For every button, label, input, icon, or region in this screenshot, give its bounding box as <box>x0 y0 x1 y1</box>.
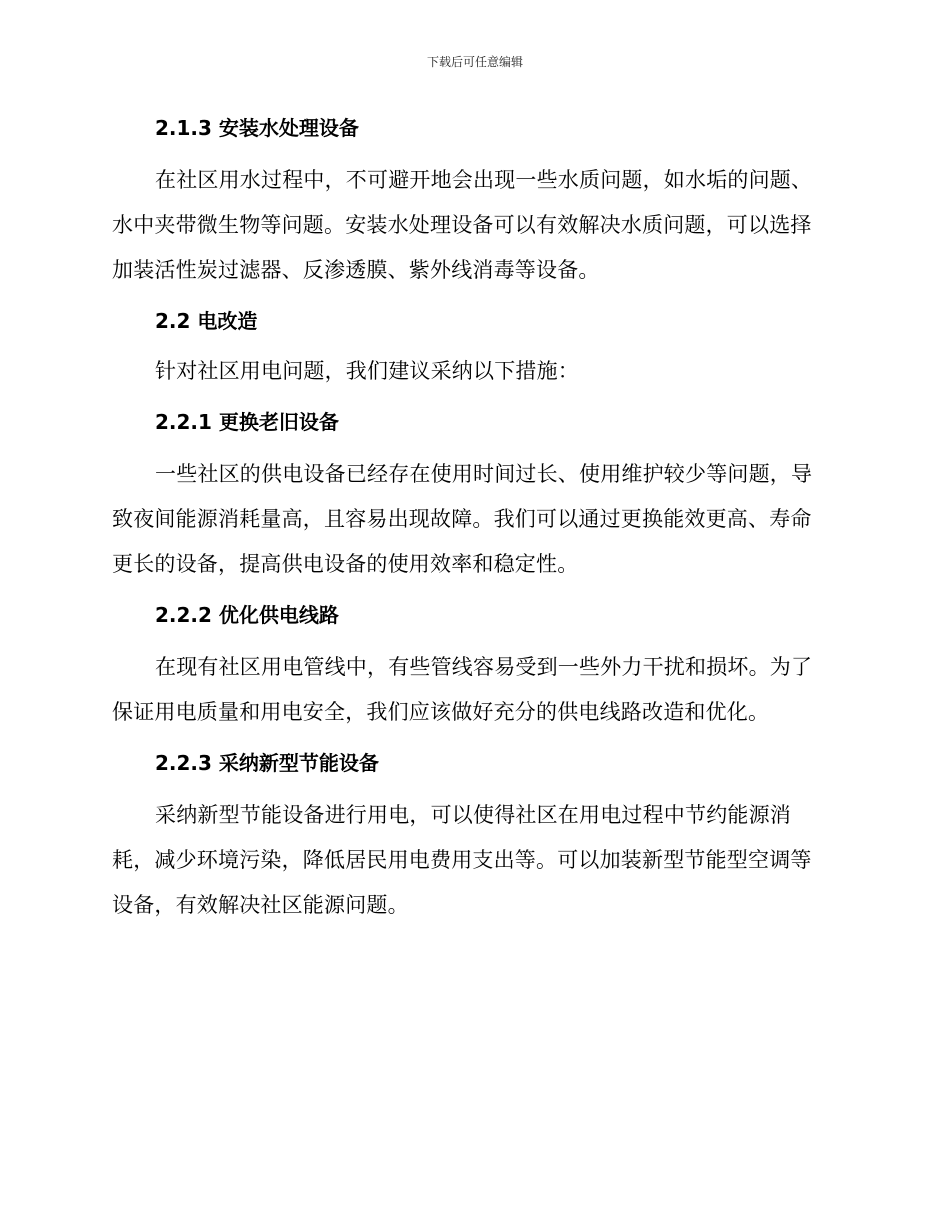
section-heading-2-2-1: 2.2.1 更换老旧设备 <box>155 410 339 434</box>
paragraph-replace-equipment <box>112 452 832 587</box>
paragraph-line: 一些社区的供电设备已经存在使用时间过长、使用维护较少等问题，导 <box>155 462 813 486</box>
paragraph-line: 致夜间能源消耗量高，且容易出现故障。我们可以通过更换能效更高、寿命 <box>112 507 812 531</box>
paragraph-line: 加装活性炭过滤器、反渗透膜、紫外线消毒等设备。 <box>112 258 600 282</box>
paragraph-electric-intro <box>112 349 832 394</box>
document-body <box>112 110 832 928</box>
page-header: 下载后可任意编辑 <box>426 55 523 69</box>
paragraph-line: 在社区用水过程中，不可避开地会出现一些水质问题，如水垢的问题、 <box>155 168 813 192</box>
section-heading-2-2-3: 2.2.3 采纳新型节能设备 <box>155 751 379 775</box>
paragraph-line: 耗，减少环境污染，降低居民用电费用支出等。可以加装新型节能型空调等 <box>112 848 812 872</box>
paragraph-line: 针对社区用电问题，我们建议采纳以下措施： <box>155 359 579 383</box>
paragraph-optimize-lines <box>112 645 832 735</box>
paragraph-line: 在现有社区用电管线中，有些管线容易受到一些外力干扰和损坏。为了 <box>155 655 813 679</box>
paragraph-line: 水中夹带微生物等问题。安装水处理设备可以有效解决水质问题，可以选择 <box>112 213 812 237</box>
section-heading-2-2: 2.2 电改造 <box>155 309 258 333</box>
section-heading-2-2-2: 2.2.2 优化供电线路 <box>155 603 339 627</box>
paragraph-line: 设备，有效解决社区能源问题。 <box>112 893 409 917</box>
paragraph-line: 更长的设备，提高供电设备的使用效率和稳定性。 <box>112 552 579 576</box>
paragraph-water-treatment <box>112 158 832 293</box>
paragraph-energy-saving <box>112 793 832 928</box>
section-heading-2-1-3: 2.1.3 安装水处理设备 <box>155 116 359 140</box>
paragraph-line: 采纳新型节能设备进行用电，可以使得社区在用电过程中节约能源消 <box>155 803 791 827</box>
paragraph-line: 保证用电质量和用电安全，我们应该做好充分的供电线路改造和优化。 <box>112 700 770 724</box>
